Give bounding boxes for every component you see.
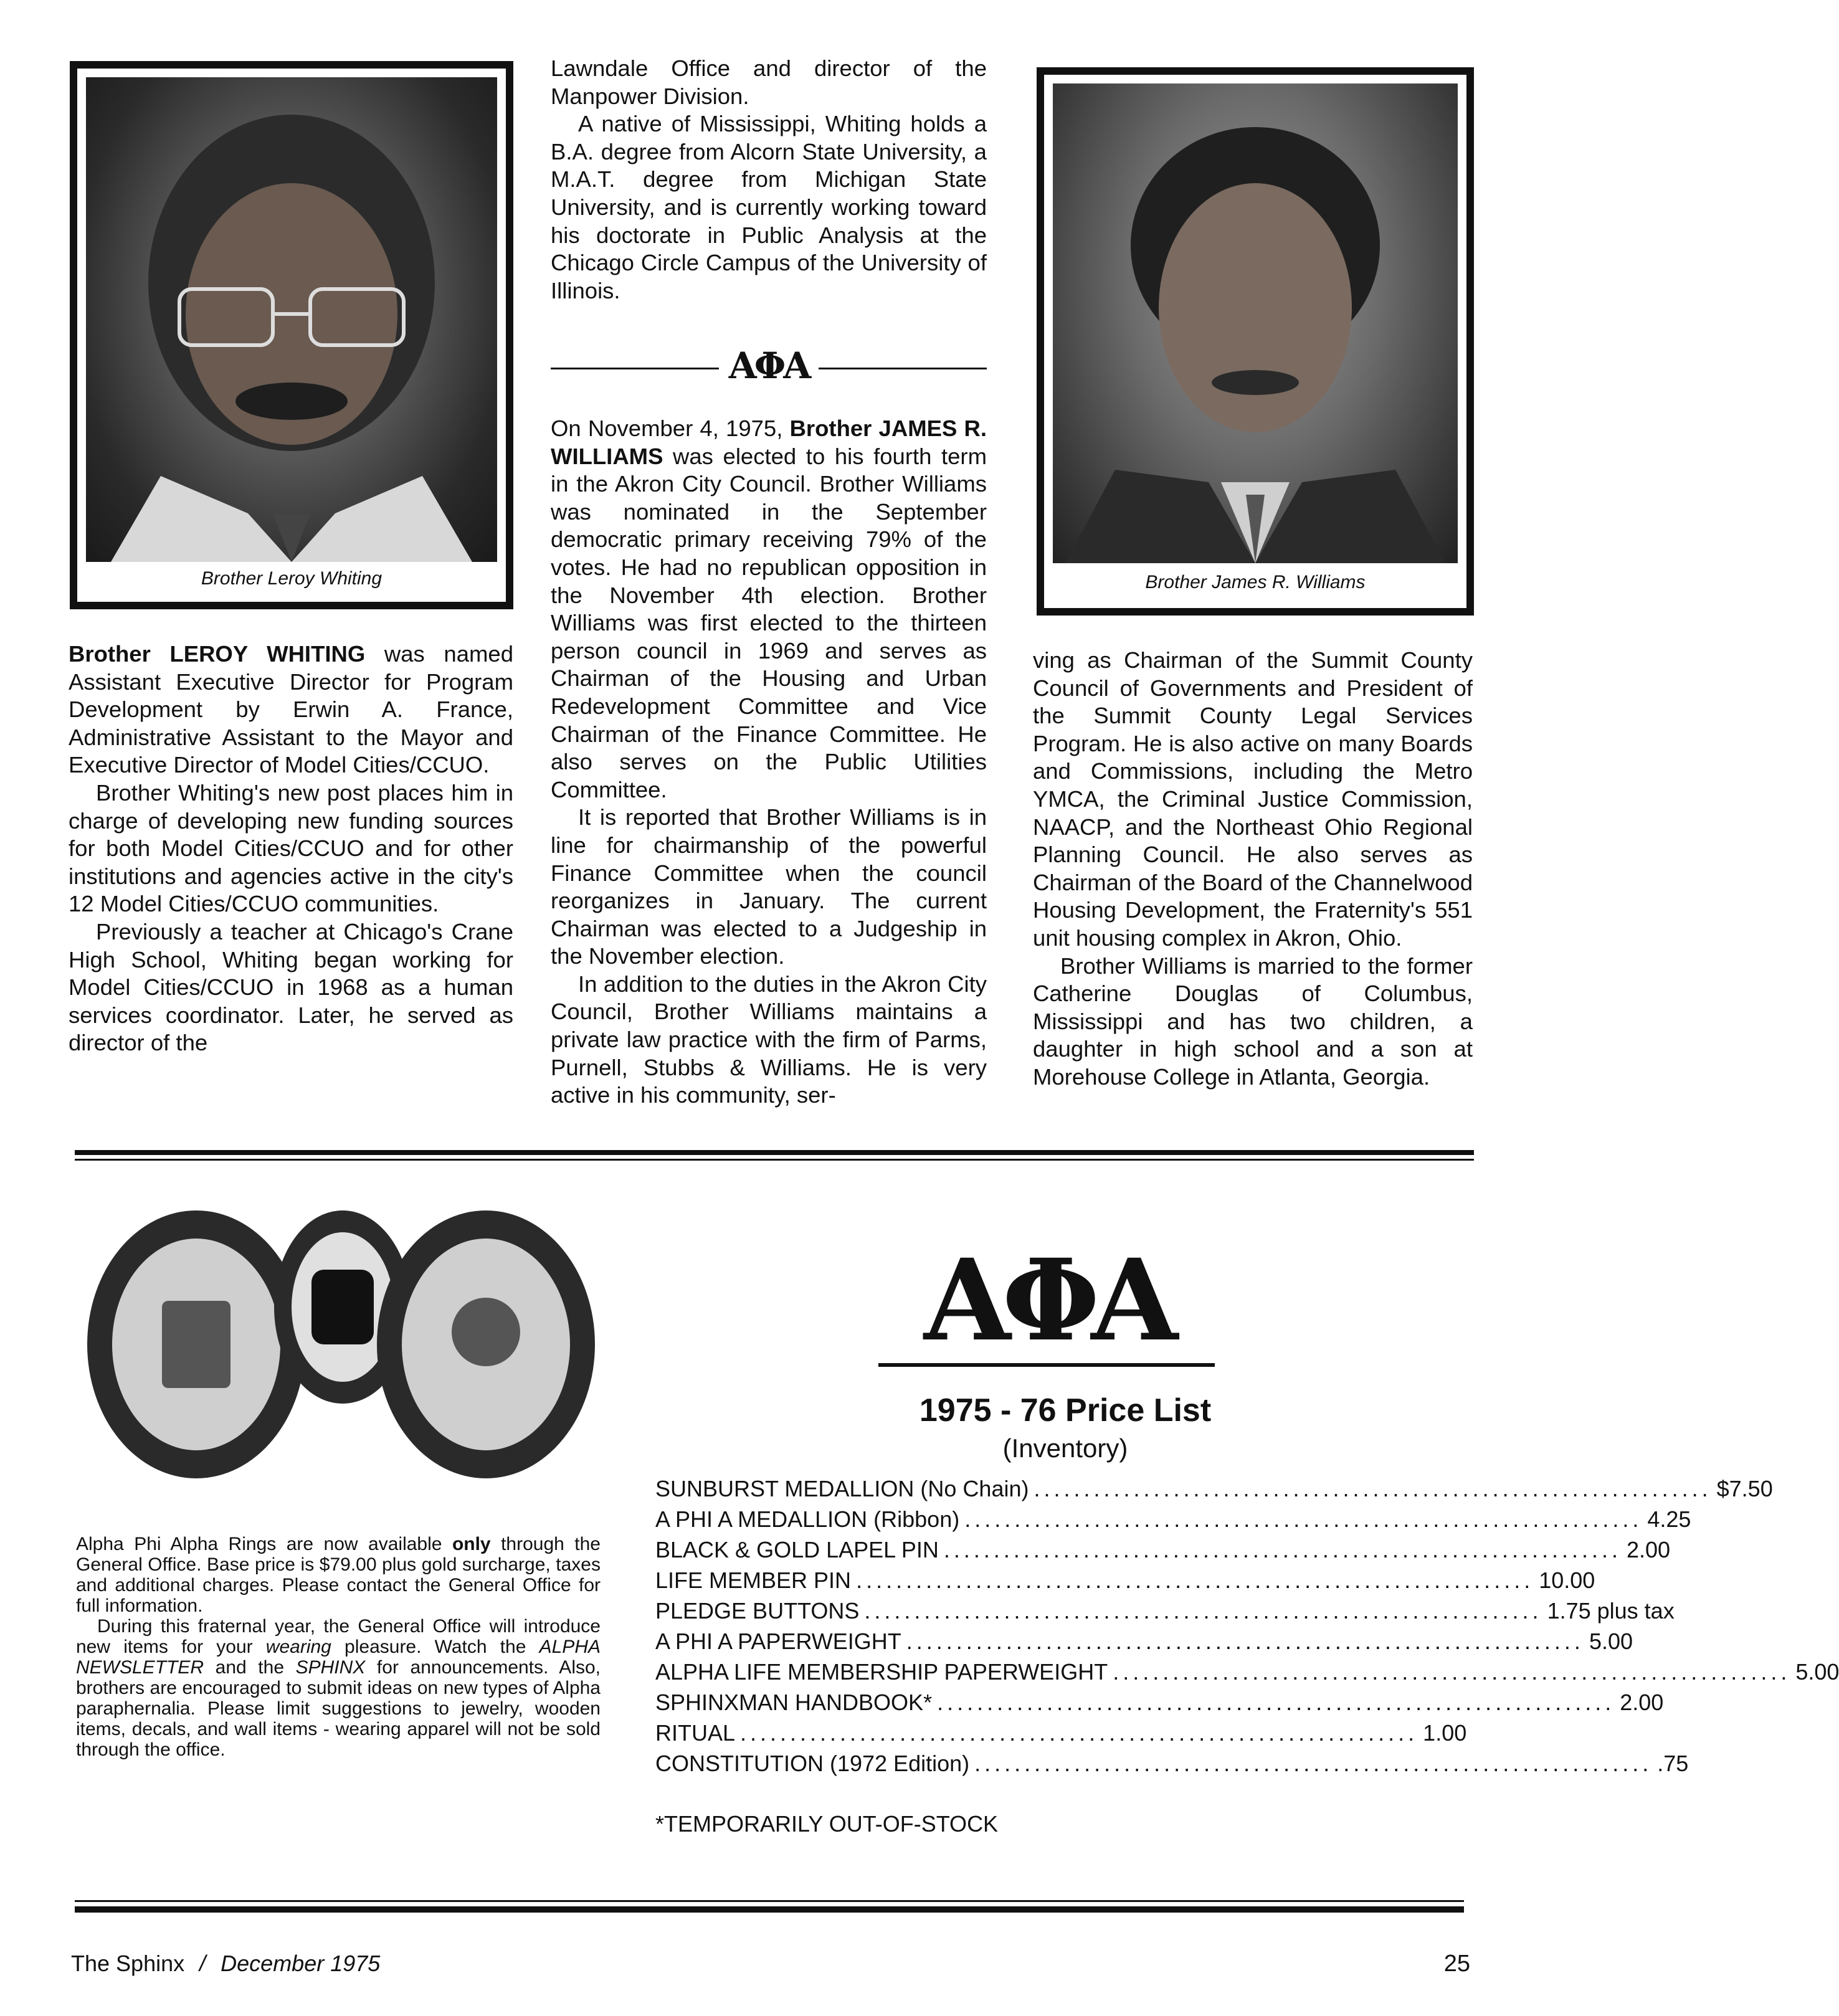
williams-paragraph-1: On November 4, 1975, Brother JAMES R. WILLIAMS was elected to his fourth term in the Akron City Council. Brother Williams was nominated in the September democratic primary receiving 79% of the votes. He had no republican opposition in the November 4th election. Brother Williams was first elected to the thirteen person council in 1969 and serves as Chairman of the Housing and Urban Redevelopment Committee and Vice Chairman of the Finance Committee. He also serves on the Public Utilities Committee. [551,416,987,802]
footer-rule-1 [75,1900,1464,1902]
fraternity-logo: ΑΦΑ [878,1239,1215,1367]
footer-separator: / [199,1951,206,1976]
footer-rule-2 [75,1906,1464,1913]
rings-paragraph-2: During this fraternal year, the General Office will introduce new items for your wearing pleasure. Watch the ALPHA NEWSLETTER and the SPHINX for announcements. Also, brothers are encouraged to submit ideas on new types of Alpha paraphernalia. Please limit suggestions to jewelry, wooden items, decals, and wall items - wearing apparel will not be sold through the office. [76,1616,601,1760]
whiting-paragraph-1: Brother LEROY WHITING was named Assistant Executive Director for Program Development by Erwin A. France, Administrative Assistant to the Mayor and Executive Director of Model Cities/CCUO. [69,641,514,778]
price-row: LIFE MEMBER PIN .................................................................... 10.00 [655,1567,1595,1593]
williams-paragraph-4: ving as Chairman of the Summit County Council of Governments and President of the Summit County Legal Services Program. He is also active on many Boards and Commissions, including the Metro YMCA, the Criminal Justice Commission, NAACP, and the Northeast Ohio Regional Planning Council. He also serves as Chairman of the Board of the Channelwood Housing Development, the Fraternity's 551 unit housing complex in Akron, Ohio. [1033,647,1473,951]
price-list-title: 1975 - 76 Price List [919,1392,1212,1429]
rings-notice [76,1534,601,1760]
whiting-name: Brother LEROY WHITING [69,641,366,667]
price-row: SUNBURST MEDALLION (No Chain) .................................................................... $7.50 [655,1476,1773,1501]
divider-logo: ΑΦΑ [719,344,819,388]
price-row: PLEDGE BUTTONS .................................................................... 1.75 plus tax [655,1598,1675,1624]
footer-publication [71,1950,380,1977]
price-row: SPHINXMAN HANDBOOK* .................................................................... 2.00 [655,1690,1664,1715]
price-row: ALPHA LIFE MEMBERSHIP PAPERWEIGHT .................................................................... 5.00 [655,1659,1839,1685]
williams-paragraph-3: In addition to the duties in the Akron City Council, Brother Williams maintains a private law practice with the firm of Parms, Purnell, Stubbs & Williams. He is very active in his community, ser- [551,971,987,1108]
price-row: A PHI A PAPERWEIGHT .................................................................... 5.00 [655,1628,1633,1654]
publication-name: The Sphinx [71,1951,185,1976]
williams-paragraph-2: It is reported that Brother Williams is in line for chairmanship of the powerful Finance Committee when the council reorganizes in January. The current Chairman was elected to a Judgeship in the November election. [551,804,987,969]
williams-article-col2 [551,415,987,1110]
portrait-illustration [1053,83,1458,563]
williams-article-col3 [1033,647,1473,1091]
page-number: 25 [1443,1951,1470,1977]
section-divider [551,344,987,388]
whiting-article-col2 [551,55,987,305]
price-list-subtitle: (Inventory) [1002,1434,1128,1463]
portrait-illustration [86,77,497,562]
williams-photo-frame [1037,67,1474,616]
whiting-paragraph-3: Previously a teacher at Chicago's Crane High School, Whiting began working for Model Cities/CCUO in 1968 as a human services coordinator. Later, he served as director of the [69,918,513,1056]
whiting-photo-frame [70,61,513,609]
issue-date: December 1975 [221,1951,381,1976]
price-row: RITUAL .................................................................... 1.00 [655,1720,1467,1746]
williams-paragraph-5: Brother Williams is married to the former Catherine Douglas of Columbus, Mississippi and has two children, a daughter in high school and a son at Morehouse College in Atlanta, Georgia. [1033,953,1473,1090]
whiting-article-col1 [69,640,513,1057]
rings-image [69,1207,617,1500]
price-row: A PHI A MEDALLION (Ribbon) .................................................................... 4.25 [655,1506,1691,1532]
price-row: BLACK & GOLD LAPEL PIN .................................................................... 2.00 [655,1537,1671,1562]
whiting-photo-caption: Brother Leroy Whiting [201,568,383,589]
williams-name: Brother JAMES R. WILLIAMS [551,416,987,469]
price-row: CONSTITUTION (1972 Edition) .................................................................... .75 [655,1751,1689,1776]
whiting-photo [86,77,497,562]
williams-photo-caption: Brother James R. Williams [1145,572,1366,592]
rings-paragraph-1: Alpha Phi Alpha Rings are now available only through the General Office. Base price is $79.00 plus gold surcharge, taxes and additional charges. Please contact the General Office for full information. [76,1534,601,1616]
rings-illustration [69,1207,617,1500]
price-list-footnote: *TEMPORARILY OUT-OF-STOCK [655,1811,999,1837]
whiting-paragraph-2: Brother Whiting's new post places him in charge of developing new funding sources for both Model Cities/CCUO and for other institutions and agencies active in the city's 12 Model Cities/CCUO communities. [69,779,513,917]
williams-photo [1053,83,1458,563]
whiting-paragraph-5: A native of Mississippi, Whiting holds a B.A. degree from Alcorn State University, a M.A.T. degree from Michigan State University, and is currently working toward his doctorate in Public Analysis at the Chicago Circle Campus of the University of Illinois. [551,111,987,303]
section-rule-top-1 [75,1150,1474,1155]
section-rule-top-2 [75,1159,1474,1161]
whiting-paragraph-4: Lawndale Office and director of the Manpower Division. [551,55,987,109]
